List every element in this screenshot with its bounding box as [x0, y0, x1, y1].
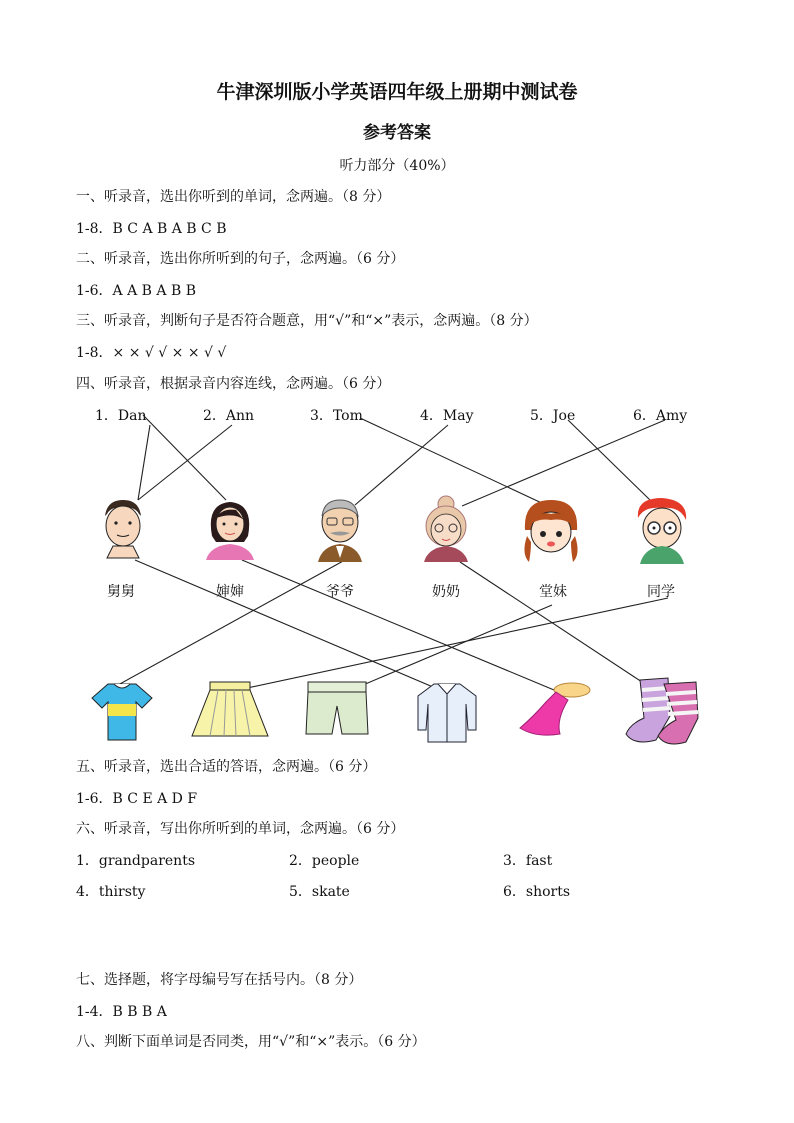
s6-answer-6: 6．shorts [503, 884, 571, 900]
socks-icon [620, 674, 704, 752]
name-joe: 5．Joe [530, 408, 576, 424]
s6-answer-5: 5．skate [289, 884, 350, 900]
section-1-question: 一、听录音，选出你听到的单词，念两遍。（8 分） [76, 189, 391, 205]
section-2-answer: 1-6．A A B A B B [76, 283, 196, 299]
s6-answer-2: 2．people [289, 853, 360, 869]
skirt-icon [190, 680, 270, 744]
grandma-face-icon [418, 494, 474, 566]
shirt-icon [414, 680, 480, 750]
page-title: 牛津深圳版小学英语四年级上册期中测试卷 [216, 81, 578, 103]
dress-icon [516, 680, 596, 744]
section-2-question: 二、听录音，选出你所听到的句子，念两遍。（6 分） [76, 251, 405, 267]
shorts-icon [302, 680, 372, 742]
line-dan [138, 425, 150, 500]
line-cousin-shorts [363, 605, 552, 685]
person-label-aunt: 婶婶 [216, 584, 244, 600]
line-classmate-skirt [238, 598, 668, 690]
tshirt-icon [90, 680, 154, 748]
name-dan: 1．Dan [95, 408, 147, 424]
person-label-classmate: 同学 [647, 584, 675, 600]
person-label-cousin: 堂妹 [539, 584, 567, 600]
page-subtitle: 参考答案 [363, 123, 431, 143]
s6-answer-3: 3．fast [503, 853, 553, 869]
line-dan-2 [143, 415, 226, 500]
section-6-question: 六、听录音，写出你所听到的单词，念两遍。（6 分） [76, 821, 405, 837]
section-4-question: 四、听录音，根据录音内容连线，念两遍。（6 分） [76, 376, 391, 392]
woman-face-icon [200, 496, 260, 564]
person-label-grandma: 奶奶 [432, 584, 460, 600]
section-7-question: 七、选择题，将字母编号写在括号内。（8 分） [76, 972, 363, 988]
line-grandpa-tshirt [118, 560, 345, 685]
s6-answer-1: 1．grandparents [76, 853, 195, 869]
section-3-answer: 1-8．× × √ √ × × √ √ [76, 345, 227, 361]
name-amy: 6．Amy [633, 408, 688, 424]
line-tom [360, 418, 546, 505]
girl-face-icon [519, 496, 583, 572]
name-may: 4．May [420, 408, 474, 424]
name-tom: 3．Tom [310, 408, 363, 424]
line-grandma-socks [460, 562, 642, 682]
grandpa-face-icon [312, 496, 368, 566]
section-1-answer: 1-8．B C A B A B C B [76, 221, 227, 237]
boy-glasses-face-icon [630, 496, 692, 568]
line-ann [138, 425, 232, 500]
section-5-question: 五、听录音，选出合适的答语，念两遍。（6 分） [76, 759, 377, 775]
section-8-question: 八、判断下面单词是否同类，用“√”和“×”表示。（6 分） [76, 1034, 426, 1050]
s6-answer-4: 4．thirsty [76, 884, 146, 900]
line-amy [462, 420, 665, 506]
section-3-question: 三、听录音，判断句子是否符合题意，用“√”和“×”表示，念两遍。（8 分） [76, 313, 538, 329]
listening-header: 听力部分（40%） [339, 158, 455, 174]
man-face-icon [95, 496, 151, 562]
person-label-uncle: 舅舅 [107, 584, 135, 600]
person-label-grandpa: 爷爷 [326, 584, 354, 600]
section-7-answer: 1-4．B B B A [76, 1004, 167, 1020]
section-5-answer: 1-6．B C E A D F [76, 791, 198, 807]
name-ann: 2．Ann [203, 408, 255, 424]
